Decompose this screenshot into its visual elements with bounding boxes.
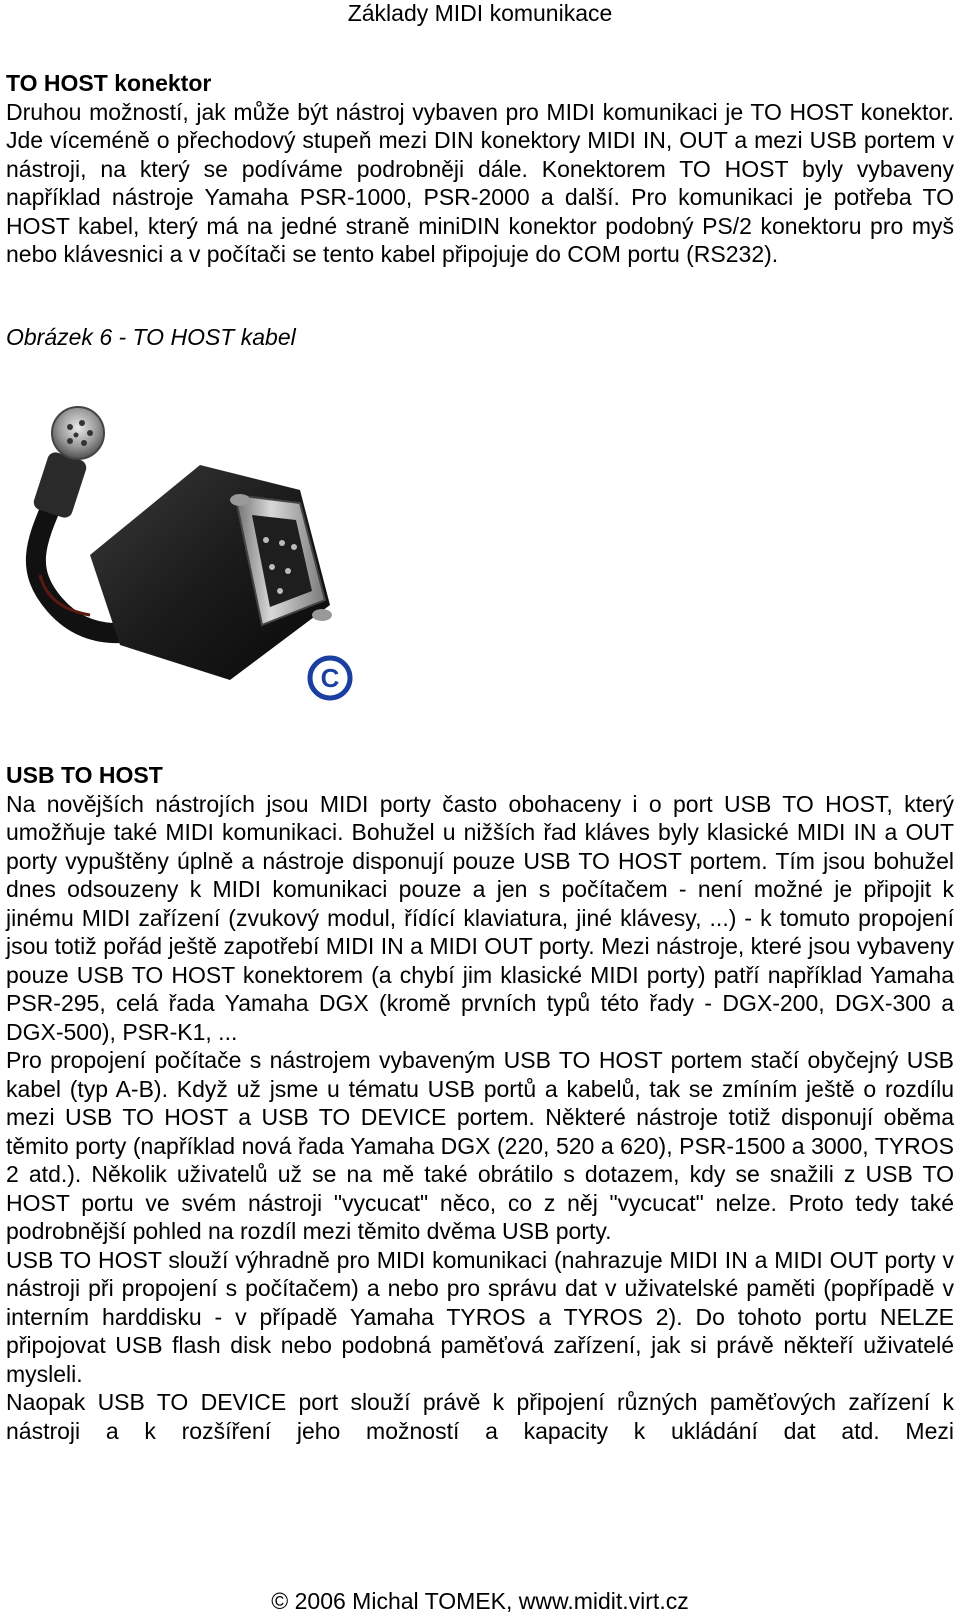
paragraph: Pro propojení počítače s nástrojem vybaveným USB TO HOST portem stačí obyčejný USB kabel (typ A-B). Když už jsme u tématu USB portů a kabelů, tak se zmíním ještě o rozdílu mezi USB TO HOST a USB TO DEVICE portem. Některé nástroje totiž disponují oběma těmito porty (například nová řada Yamaha DGX (220, 520 a 620), PSR-1500 a 3000, TYROS 2 atd.). Několik uživatelů už se na mě také obrátilo s dotazem, kdy se snažili z USB TO HOST portu ve svém nástroji "vycucat" něco, co z něj "vycucat" nelze. Proto tedy také podrobnější pohled na rozdíl mezi těmito dvěma USB porty.	[6, 1047, 954, 1244]
section-usb-to-host	[6, 761, 954, 1445]
copyright-icon	[310, 658, 350, 698]
cable-illustration	[0, 395, 380, 725]
db9-connector	[90, 465, 332, 680]
figure-caption-block	[6, 323, 954, 351]
section-heading: TO HOST konektor	[6, 70, 212, 96]
page-footer: © 2006 Michal TOMEK, www.midit.virt.cz	[271, 1588, 689, 1614]
paragraph: Druhou možností, jak může být nástroj vybaven pro MIDI komunikaci je TO HOST konektor. Jde víceméně o přechodový stupeň mezi DIN konektory MIDI IN, OUT a mezi USB portem v nástroji, na který se podíváme podrobněji dále. Konektorem TO HOST byly vybaveny například nástroje Yamaha PSR-1000, PSR-2000 a další. Pro komunikaci je potřeba TO HOST kabel, který má na jedné straně miniDIN konektor podobný PS/2 konektoru pro myš nebo klávesnici a v počítači se tento kabel připojuje do COM portu (RS232).	[6, 98, 954, 267]
section-heading: USB TO HOST	[6, 762, 163, 788]
copyright-letter: C	[320, 663, 340, 693]
figure-caption: Obrázek 6 - TO HOST kabel	[6, 324, 296, 350]
paragraph: Naopak USB TO DEVICE port slouží právě k připojení různých paměťových zařízení k nástroji a k rozšíření jeho možností a kapacity k ukládání dat atd. Mezi	[6, 1389, 954, 1444]
page-header: Základy MIDI komunikace	[347, 0, 613, 26]
section-to-host-connector	[6, 69, 954, 269]
mini-din-plug	[32, 407, 104, 520]
paragraph: USB TO HOST slouží výhradně pro MIDI komunikaci (nahrazuje MIDI IN a MIDI OUT porty v nástroji při propojení s počítačem) a nebo pro správu dat v uživatelské paměti (popřípadě v interním harddisku - v případě Yamaha TYROS a TYROS 2). Do tohoto portu NELZE připojovat USB flash disk nebo podobná paměťová zařízení, jak si právě někteří uživatelé mysleli.	[6, 1246, 954, 1387]
paragraph: Na novějších nástrojích jsou MIDI porty často obohaceny i o port USB TO HOST, který umožňuje také MIDI komunikaci. Bohužel u nižších řad kláves byly klasické MIDI IN a OUT porty vypuštěny úplně a nástroje disponují pouze USB TO HOST portem. Tím jsou bohužel dnes odsouzeny k MIDI komunikaci pouze a jen s počítačem - není možné je připojit k jinému MIDI zařízení (zvukový modul, řídící klaviatura, jiné klávesy, ...) - k tomuto propojení jsou totiž pořád ještě zapotřebí MIDI IN a MIDI OUT porty. Mezi nástroje, které jsou vybaveny pouze USB TO HOST konektorem (a chybí jim klasické MIDI porty) patří například Yamaha PSR-295, celá řada Yamaha DGX (kromě prvních typů této řady - DGX-200, DGX-300 a DGX-500), PSR-K1, ...	[6, 790, 954, 1045]
to-host-cable-photo	[0, 395, 380, 725]
